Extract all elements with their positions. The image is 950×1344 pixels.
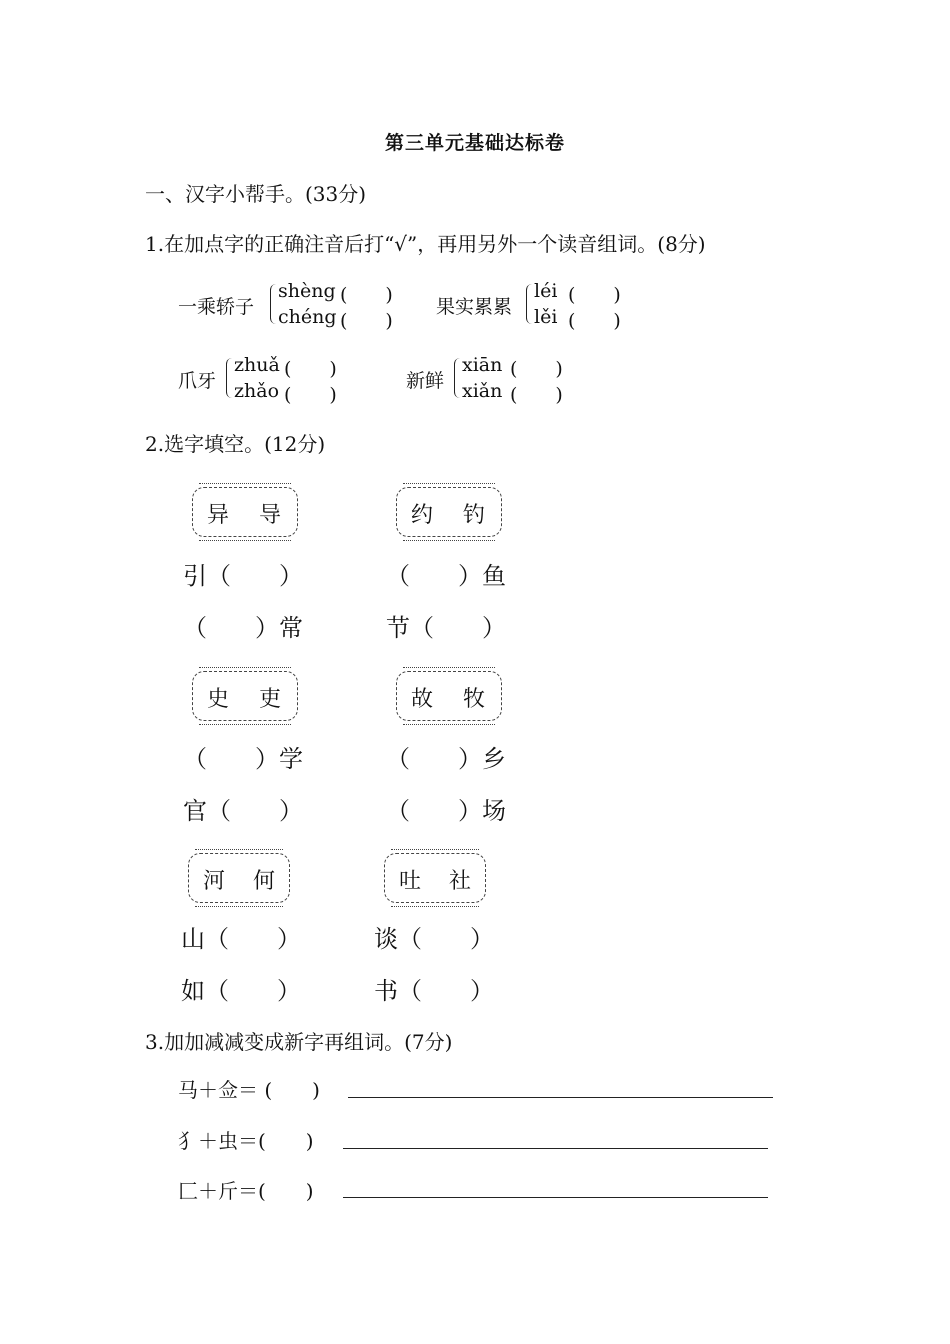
question-2-prompt: 2.选字填空。(12分) [145,432,326,456]
choice-char: 异 [207,503,230,528]
pinyin-group [178,280,408,330]
word: 新鲜 [406,370,445,392]
fill-blank-item[interactable]: （ ）学 [183,745,303,773]
choice-char: 牧 [463,687,486,712]
char-choice-box [192,671,298,721]
answer-line[interactable] [343,1148,768,1149]
choice-char: 吏 [259,687,282,712]
answer-line[interactable] [343,1197,768,1198]
fill-blank-item[interactable]: （ ）场 [386,797,506,825]
answer-paren[interactable]: ( ) [340,284,393,306]
choice-char: 故 [411,687,434,712]
equation: 犭＋虫＝( ) [178,1129,314,1153]
choice-char: 钓 [463,503,486,528]
answer-paren[interactable]: ( ) [510,384,563,406]
page-title: 第三单元基础达标卷 [384,132,565,154]
char-choice-box [384,853,486,903]
answer-paren[interactable]: ( ) [284,384,337,406]
choice-char: 导 [259,503,282,528]
fill-blank-item[interactable]: 官（ ） [183,797,303,825]
fill-blank-item[interactable]: 引（ ） [183,562,303,590]
reading-option: chéng [278,306,337,328]
fill-blank-item[interactable]: 书（ ） [374,977,494,1005]
choice-char: 约 [411,503,434,528]
choice-char: 史 [207,687,230,712]
word: 爪牙 [178,370,217,392]
answer-paren[interactable]: ( ) [568,310,621,332]
equation: 匚＋斤＝( ) [178,1179,314,1203]
choice-char: 何 [253,869,276,894]
brace [270,284,278,324]
reading-option: lěi [534,306,558,328]
word: 一乘轿子 [178,296,255,318]
choice-char: 吐 [399,869,422,894]
reading-option: shèng [278,280,336,302]
pinyin-group [178,354,378,404]
fill-blank-item[interactable]: 如（ ） [181,977,301,1005]
question-3-prompt: 3.加加减减变成新字再组词。(7分) [145,1030,453,1054]
char-choice-box [396,487,502,537]
question-1-prompt: 1.在加点字的正确注音后打“√”，再用另外一个读音组词。(8分) [145,232,706,256]
fill-blank-item[interactable]: 节（ ） [386,614,506,642]
answer-line[interactable] [348,1097,773,1098]
reading-option: xiān [462,354,503,376]
section-heading: 一、汉字小帮手。(33分) [145,182,367,206]
reading-option: zhuǎ [234,354,280,376]
fill-blank-item[interactable]: 山（ ） [181,925,301,953]
reading-option: xiǎn [462,380,503,402]
char-choice-box [188,853,290,903]
choice-char: 社 [449,869,472,894]
fill-blank-item[interactable]: （ ）鱼 [386,562,506,590]
char-choice-box [396,671,502,721]
brace [526,284,534,324]
char-choice-box [192,487,298,537]
word: 果实累累 [436,296,513,318]
answer-paren[interactable]: ( ) [340,310,393,332]
equation: 马＋佥＝ ( ) [178,1078,320,1102]
fill-blank-item[interactable]: （ ）常 [183,614,303,642]
choice-char: 河 [203,869,226,894]
brace [226,358,234,398]
answer-paren[interactable]: ( ) [568,284,621,306]
answer-paren[interactable]: ( ) [284,358,337,380]
pinyin-group [406,354,606,404]
answer-paren[interactable]: ( ) [510,358,563,380]
reading-option: zhǎo [234,380,280,402]
pinyin-group [436,280,636,330]
reading-option: léi [534,280,558,302]
fill-blank-item[interactable]: 谈（ ） [374,925,494,953]
brace [454,358,462,398]
fill-blank-item[interactable]: （ ）乡 [386,745,506,773]
